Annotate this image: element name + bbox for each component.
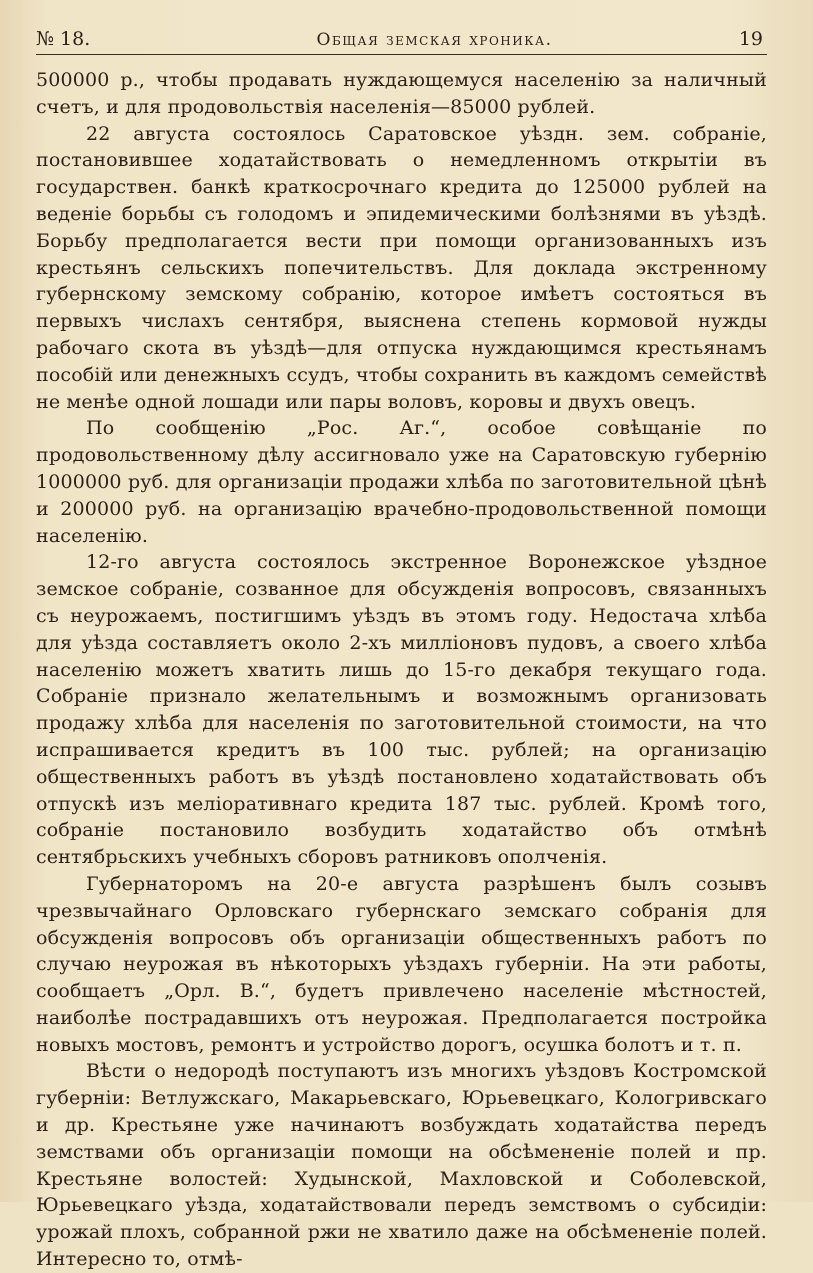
article-body <box>36 67 767 1273</box>
paragraph: По сообщенію „Рос. Аг.“, особое совѣщаніе по продовольственному дѣлу ассигновало уже на Саратовскую губернію 1000000 руб. для организаціи продажи хлѣба по заготовительной цѣнѣ и 200000 руб. на организацію врачебно-продовольственной помощи населенію. <box>36 417 767 547</box>
issue-number: № 18. <box>36 28 91 50</box>
paragraph: 12-го августа состоялось экстренное Воронежское уѣздное земское собраніе, созванное для обсужденія вопросовъ, связанныхъ съ неурожаемъ, постигшимъ уѣздъ въ этомъ году. Недостача хлѣба для уѣзда составляетъ около 2-хъ милліоновъ пудовъ, а своего хлѣба населенію можетъ хватить лишь до 15-го декабря текущаго года. Собраніе признало желательнымъ и возможнымъ организовать продажу хлѣба для населенія по заготовительной стоимости, на что испрашивается кредитъ въ 100 тыс. рублей; на организацію общественныхъ работъ въ уѣздѣ постановлено ходатайствовать объ отпускѣ изъ меліоративнаго кредита 187 тыс. рублей. Кромѣ того, собраніе постановило возбудить ходатайство объ отмѣнѣ сентябрьскихъ учебныхъ сборовъ ратниковъ ополченія. <box>36 551 767 869</box>
paragraph: Губернаторомъ на 20-е августа разрѣшенъ былъ созывъ чрезвычайнаго Орловскаго губернскаго земскаго собранія для обсужденія вопросовъ объ организаціи общественныхъ работъ по случаю неурожая въ нѣкоторыхъ уѣздахъ губерніи. На эти работы, сообщаетъ „Орл. В.“, будетъ привлечено населеніе мѣстностей, наиболѣе пострадавшихъ отъ неурожая. Предполагается постройка новыхъ мостовъ, ремонтъ и устройство дорогъ, осушка болотъ и т. п. <box>36 872 767 1056</box>
paragraph: 22 августа состоялось Саратовское уѣздн. зем. собраніе, постановившее ходатайствовать о немедленномъ открытіи въ государствен. банкѣ краткосрочнаго кредита до 125000 рублей на веденіе борьбы съ голодомъ и эпидемическими болѣзнями въ уѣздѣ. Борьбу предполагается вести при помощи организованныхъ изъ крестьянъ сельскихъ попечительствъ. Для доклада экстренному губернскому земскому собранію, которое имѣетъ состояться въ первыхъ числахъ сентября, выяснена степень кормовой нужды рабочаго скота въ уѣздѣ—для отпуска нуждающимся крестьянамъ пособій или денежныхъ ссудъ, чтобы сохранить въ каждомъ семействѣ не менѣе одной лошади или пары воловъ, коровы и двухъ овецъ. <box>36 122 767 413</box>
page-number: 19 <box>738 28 763 50</box>
paragraph: 500000 р., чтобы продавать нуждающемуся населенію за наличный счетъ, и для продовольствія населенія—85000 рублей. <box>36 69 767 118</box>
running-header <box>36 28 767 55</box>
paragraph: Вѣсти о недородѣ поступаютъ изъ многихъ уѣздовъ Костромской губерніи: Ветлужскаго, Макарьевскаго, Юрьевецкаго, Кологривскаго и др. Крестьяне уже начинаютъ возбуждать ходатайства передъ земствами объ организаціи помощи на обсѣмененіе полей и пр. Крестьяне волостей: Худынской, Махловской и Соболевской, Юрьевецкаго уѣзда, ходатайствовали передъ земствомъ о субсидіи: урожай плохъ, собранной ржи не хватило даже на обсѣмененіе полей. Интересно то, отмѣ- <box>36 1060 767 1271</box>
section-title: Общая земская хроника. <box>316 30 553 50</box>
